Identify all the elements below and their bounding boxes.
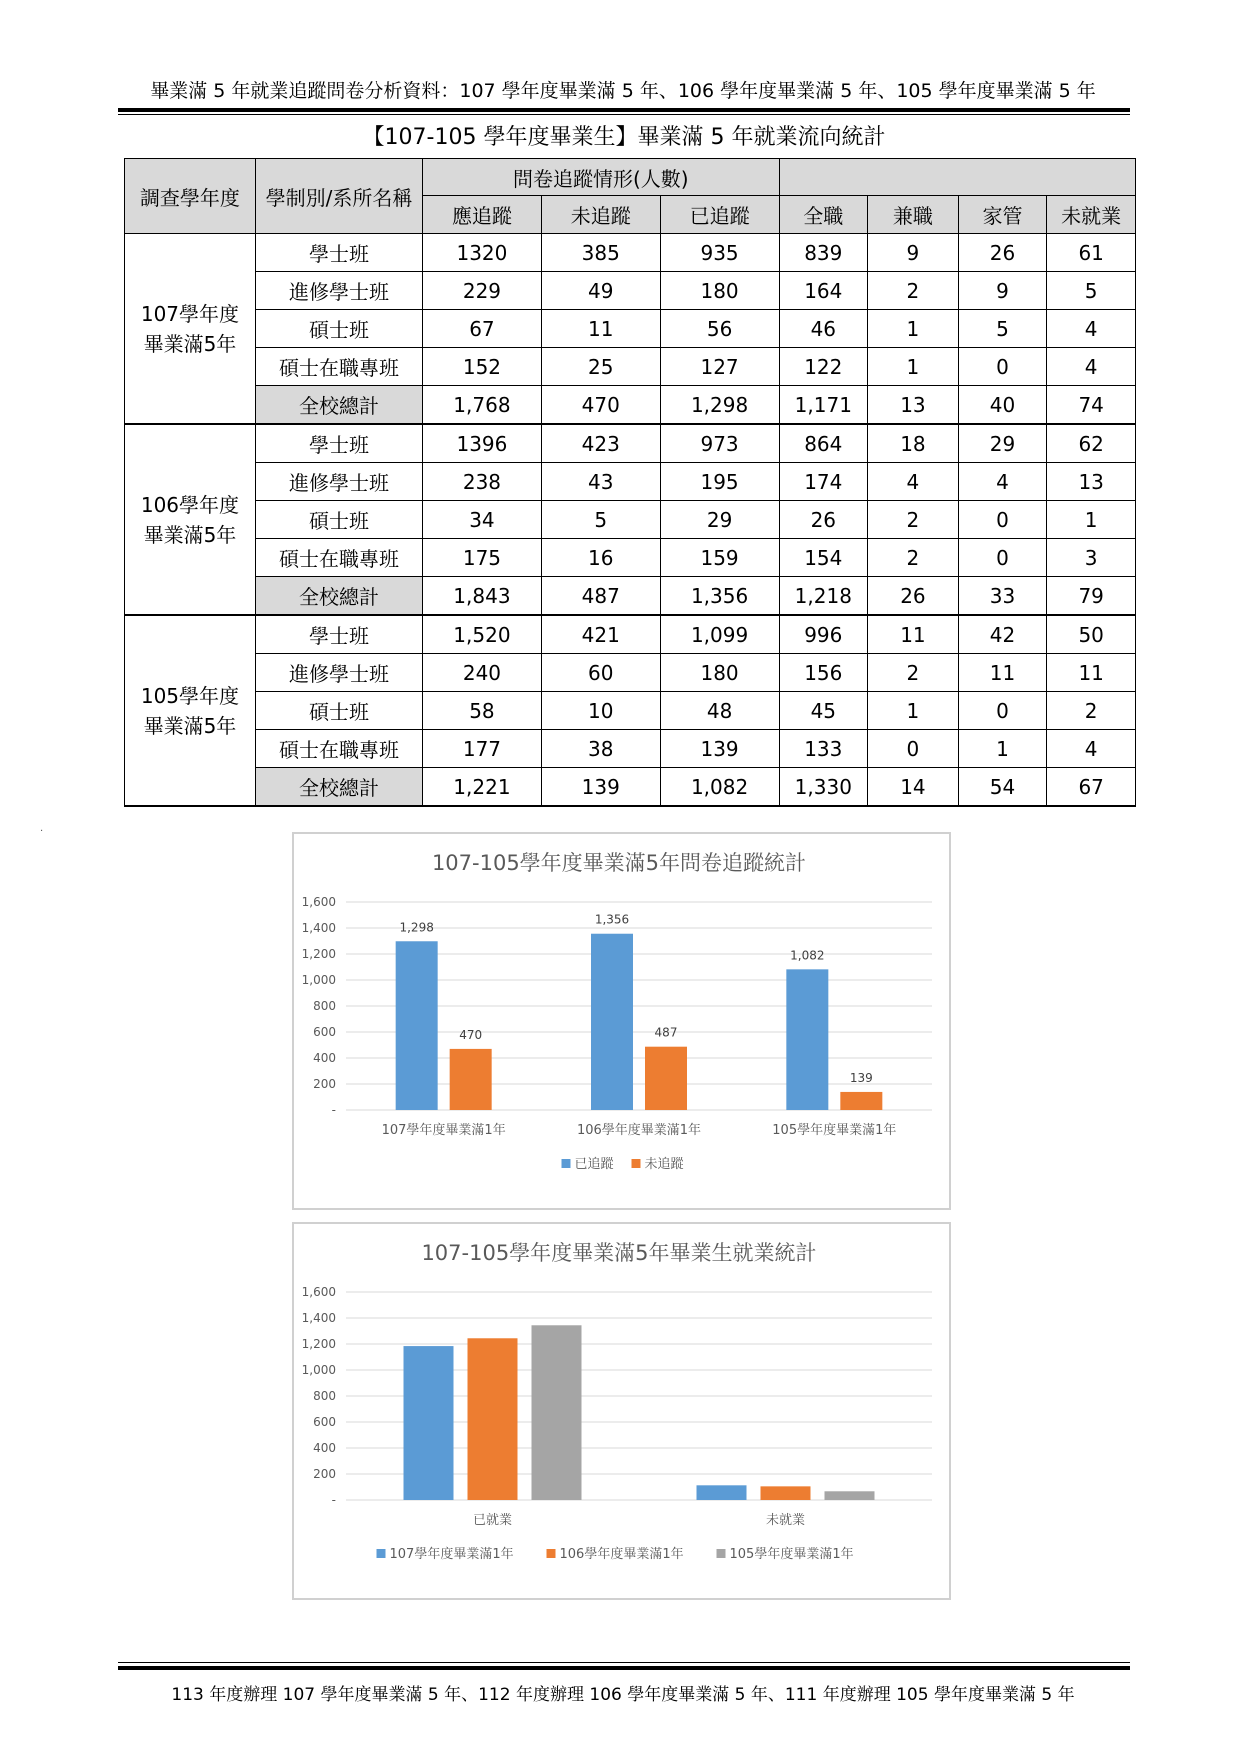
chart2-bar <box>697 1485 747 1500</box>
chart1-data-label: 487 <box>654 1025 678 1040</box>
value-cell: 175 <box>423 539 542 577</box>
value-cell: 79 <box>1047 577 1136 616</box>
value-cell: 50 <box>1047 615 1136 654</box>
dept-name-cell: 碩士在職專班 <box>255 348 422 386</box>
col-header: 未追蹤 <box>541 196 660 234</box>
dept-name-cell: 碩士班 <box>255 310 422 348</box>
value-cell: 0 <box>958 539 1047 577</box>
dept-name-cell: 碩士在職專班 <box>255 539 422 577</box>
value-cell: 54 <box>958 768 1047 807</box>
value-cell: 11 <box>958 654 1047 692</box>
value-cell: 29 <box>958 424 1047 463</box>
footer-rule-thin <box>118 1662 1130 1663</box>
chart1-title: 107-105學年度畢業滿5年問卷追蹤統計 <box>431 851 807 875</box>
chart2-bar <box>468 1338 518 1500</box>
value-cell: 839 <box>779 234 868 272</box>
employment-table <box>124 158 1136 807</box>
value-cell: 195 <box>660 463 779 501</box>
value-cell: 56 <box>660 310 779 348</box>
value-cell: 122 <box>779 348 868 386</box>
chart2-bar <box>532 1325 582 1500</box>
dept-name-cell: 全校總計 <box>255 768 422 807</box>
chart2-bar <box>404 1346 454 1500</box>
value-cell: 40 <box>958 386 1047 425</box>
chart2-ytick-label: 800 <box>313 1389 336 1403</box>
value-cell: 5 <box>541 501 660 539</box>
page-header: 畢業滿 5 年就業追蹤問卷分析資料：107 學年度畢業滿 5 年、106 學年度畢業滿 5 年、105 學年度畢業滿 5 年 <box>150 80 1096 102</box>
chart1-bar <box>786 969 828 1110</box>
table-row <box>125 501 1136 539</box>
chart2-ytick-label: 1,000 <box>301 1363 336 1377</box>
value-cell: 385 <box>541 234 660 272</box>
chart1-category-label: 105學年度畢業滿1年 <box>772 1123 897 1138</box>
value-cell: 26 <box>779 501 868 539</box>
value-cell: 4 <box>1047 730 1136 768</box>
value-cell: 174 <box>779 463 868 501</box>
col-header: 應追蹤 <box>423 196 542 234</box>
survey-year-cell: 105學年度 畢業滿5年 <box>125 615 256 806</box>
col-header: 兼職 <box>868 196 959 234</box>
value-cell: 180 <box>660 272 779 310</box>
chart1-ytick-label: 400 <box>313 1051 336 1065</box>
value-cell: 11 <box>1047 654 1136 692</box>
value-cell: 46 <box>779 310 868 348</box>
chart2-ytick-label: 1,200 <box>301 1337 336 1351</box>
dept-name-cell: 進修學士班 <box>255 654 422 692</box>
col-header: 家管 <box>958 196 1047 234</box>
value-cell: 18 <box>868 424 959 463</box>
value-cell: 9 <box>958 272 1047 310</box>
value-cell: 14 <box>868 768 959 807</box>
dept-name-cell: 碩士班 <box>255 501 422 539</box>
value-cell: 13 <box>868 386 959 425</box>
table-row <box>125 692 1136 730</box>
value-cell: 43 <box>541 463 660 501</box>
dept-name-cell: 全校總計 <box>255 577 422 616</box>
dept-name-cell: 碩士在職專班 <box>255 730 422 768</box>
chart1-data-label: 1,356 <box>594 912 630 927</box>
value-cell: 74 <box>1047 386 1136 425</box>
value-cell: 4 <box>868 463 959 501</box>
chart2-title: 107-105學年度畢業滿5年畢業生就業統計 <box>421 1241 817 1265</box>
chart1-legend-swatch <box>632 1159 641 1168</box>
value-cell: 1,356 <box>660 577 779 616</box>
value-cell: 1396 <box>423 424 542 463</box>
value-cell: 864 <box>779 424 868 463</box>
value-cell: 58 <box>423 692 542 730</box>
chart1-legend-label: 未追蹤 <box>644 1157 684 1172</box>
value-cell: 156 <box>779 654 868 692</box>
value-cell: 29 <box>660 501 779 539</box>
survey-year-cell: 107學年度 畢業滿5年 <box>125 234 256 425</box>
chart2-ytick-label: 400 <box>313 1441 336 1455</box>
chart2-ytick-label: - <box>331 1493 336 1507</box>
value-cell: 67 <box>1047 768 1136 807</box>
value-cell: 1,221 <box>423 768 542 807</box>
value-cell: 1,082 <box>660 768 779 807</box>
value-cell: 0 <box>958 348 1047 386</box>
value-cell: 159 <box>660 539 779 577</box>
table-row <box>125 615 1136 654</box>
value-cell: 180 <box>660 654 779 692</box>
dept-name-cell: 碩士班 <box>255 692 422 730</box>
chart1-bar <box>591 934 633 1110</box>
value-cell: 9 <box>868 234 959 272</box>
value-cell: 49 <box>541 272 660 310</box>
chart1-bar <box>645 1047 687 1110</box>
chart1-bar <box>450 1049 492 1110</box>
tracking-group-header: 問卷追蹤情形(人數) <box>423 159 779 196</box>
value-cell: 5 <box>1047 272 1136 310</box>
header-rule-thick <box>118 108 1130 112</box>
value-cell: 3 <box>1047 539 1136 577</box>
value-cell: 10 <box>541 692 660 730</box>
value-cell: 423 <box>541 424 660 463</box>
chart2-ytick-label: 1,600 <box>301 1285 336 1299</box>
value-cell: 1 <box>868 310 959 348</box>
value-cell: 1 <box>868 692 959 730</box>
value-cell: 935 <box>660 234 779 272</box>
table-row <box>125 539 1136 577</box>
dept-name-cell: 進修學士班 <box>255 272 422 310</box>
table-row <box>125 386 1136 425</box>
table-row <box>125 424 1136 463</box>
value-cell: 13 <box>1047 463 1136 501</box>
table-row <box>125 310 1136 348</box>
value-cell: 1320 <box>423 234 542 272</box>
chart1-ytick-label: 1,000 <box>301 973 336 987</box>
table-row <box>125 348 1136 386</box>
chart2-ytick-label: 200 <box>313 1467 336 1481</box>
value-cell: 2 <box>868 272 959 310</box>
chart1-ytick-label: 1,400 <box>301 921 336 935</box>
chart1-ytick-label: 600 <box>313 1025 336 1039</box>
value-cell: 177 <box>423 730 542 768</box>
value-cell: 48 <box>660 692 779 730</box>
value-cell: 38 <box>541 730 660 768</box>
survey-year-cell: 106學年度 畢業滿5年 <box>125 424 256 615</box>
value-cell: 1,218 <box>779 577 868 616</box>
value-cell: 11 <box>868 615 959 654</box>
value-cell: 1,330 <box>779 768 868 807</box>
value-cell: 139 <box>541 768 660 807</box>
chart2-ytick-label: 600 <box>313 1415 336 1429</box>
chart1-bar <box>396 941 438 1110</box>
employment-chart <box>292 1222 951 1600</box>
value-cell: 61 <box>1047 234 1136 272</box>
value-cell: 16 <box>541 539 660 577</box>
value-cell: 4 <box>1047 310 1136 348</box>
value-cell: 127 <box>660 348 779 386</box>
page-footer: 113 年度辦理 107 學年度畢業滿 5 年、112 年度辦理 106 學年度畢業滿 5 年、111 年度辦理 105 學年度畢業滿 5 年 <box>171 1685 1075 1705</box>
chart2-legend-label: 106學年度畢業滿1年 <box>559 1547 684 1562</box>
dept-name-cell: 全校總計 <box>255 386 422 425</box>
page-title: 【107-105 學年度畢業生】畢業滿 5 年就業流向統計 <box>362 125 886 150</box>
chart2-legend-label: 107學年度畢業滿1年 <box>389 1547 514 1562</box>
chart2-ytick-label: 1,400 <box>301 1311 336 1325</box>
value-cell: 470 <box>541 386 660 425</box>
chart1-ytick-label: 1,200 <box>301 947 336 961</box>
value-cell: 152 <box>423 348 542 386</box>
footer-rule-thick <box>118 1666 1130 1670</box>
col-year-header: 調查學年度 <box>125 159 256 234</box>
value-cell: 1,843 <box>423 577 542 616</box>
col-header: 全職 <box>779 196 868 234</box>
chart1-bar <box>840 1092 882 1110</box>
value-cell: 45 <box>779 692 868 730</box>
tracking-chart <box>292 832 951 1210</box>
table-row <box>125 272 1136 310</box>
chart2-legend-swatch <box>717 1549 726 1558</box>
value-cell: 238 <box>423 463 542 501</box>
value-cell: 0 <box>958 692 1047 730</box>
value-cell: 421 <box>541 615 660 654</box>
value-cell: 139 <box>660 730 779 768</box>
value-cell: 1 <box>868 348 959 386</box>
value-cell: 1 <box>958 730 1047 768</box>
value-cell: 1,768 <box>423 386 542 425</box>
chart1-legend-swatch <box>562 1159 571 1168</box>
chart1-ytick-label: - <box>331 1103 336 1117</box>
value-cell: 0 <box>868 730 959 768</box>
value-cell: 33 <box>958 577 1047 616</box>
chart2-legend-label: 105學年度畢業滿1年 <box>729 1547 854 1562</box>
value-cell: 2 <box>1047 692 1136 730</box>
chart1-data-label: 470 <box>459 1027 483 1042</box>
dept-name-cell: 學士班 <box>255 615 422 654</box>
value-cell: 2 <box>868 654 959 692</box>
col-header: 未就業 <box>1047 196 1136 234</box>
value-cell: 25 <box>541 348 660 386</box>
chart2-bar <box>761 1486 811 1500</box>
value-cell: 996 <box>779 615 868 654</box>
stray-mark: . <box>40 823 44 834</box>
value-cell: 240 <box>423 654 542 692</box>
chart2-category-label: 已就業 <box>472 1513 513 1528</box>
chart1-data-label: 139 <box>849 1070 873 1085</box>
value-cell: 26 <box>868 577 959 616</box>
value-cell: 34 <box>423 501 542 539</box>
chart1-svg <box>294 834 949 1208</box>
chart2-svg <box>294 1224 949 1598</box>
value-cell: 973 <box>660 424 779 463</box>
value-cell: 1,171 <box>779 386 868 425</box>
value-cell: 5 <box>958 310 1047 348</box>
value-cell: 1 <box>1047 501 1136 539</box>
chart1-ytick-label: 800 <box>313 999 336 1013</box>
chart2-legend-swatch <box>547 1549 556 1558</box>
table-row <box>125 654 1136 692</box>
chart1-category-label: 106學年度畢業滿1年 <box>576 1123 702 1138</box>
table-row <box>125 234 1136 272</box>
chart2-legend-swatch <box>377 1549 386 1558</box>
value-cell: 42 <box>958 615 1047 654</box>
chart2-bar <box>825 1491 875 1500</box>
chart1-ytick-label: 1,600 <box>301 895 336 909</box>
value-cell: 26 <box>958 234 1047 272</box>
dept-name-cell: 學士班 <box>255 234 422 272</box>
chart1-category-label: 107學年度畢業滿1年 <box>381 1123 506 1138</box>
value-cell: 2 <box>868 539 959 577</box>
value-cell: 1,520 <box>423 615 542 654</box>
table-row <box>125 577 1136 616</box>
value-cell: 11 <box>541 310 660 348</box>
dept-name-cell: 學士班 <box>255 424 422 463</box>
value-cell: 133 <box>779 730 868 768</box>
dept-name-cell: 進修學士班 <box>255 463 422 501</box>
value-cell: 1,298 <box>660 386 779 425</box>
value-cell: 4 <box>958 463 1047 501</box>
value-cell: 60 <box>541 654 660 692</box>
value-cell: 0 <box>958 501 1047 539</box>
employment-group-header <box>779 159 1136 196</box>
chart1-data-label: 1,298 <box>399 920 434 935</box>
value-cell: 1,099 <box>660 615 779 654</box>
value-cell: 67 <box>423 310 542 348</box>
table-row <box>125 463 1136 501</box>
value-cell: 154 <box>779 539 868 577</box>
table-row <box>125 730 1136 768</box>
col-dept-header: 學制別/系所名稱 <box>255 159 422 234</box>
header-rule-thin <box>118 114 1130 115</box>
value-cell: 487 <box>541 577 660 616</box>
chart1-legend-label: 已追蹤 <box>574 1157 614 1172</box>
value-cell: 229 <box>423 272 542 310</box>
value-cell: 2 <box>868 501 959 539</box>
chart2-category-label: 未就業 <box>765 1513 806 1528</box>
value-cell: 164 <box>779 272 868 310</box>
value-cell: 62 <box>1047 424 1136 463</box>
col-header: 已追蹤 <box>660 196 779 234</box>
value-cell: 4 <box>1047 348 1136 386</box>
chart1-data-label: 1,082 <box>790 948 825 963</box>
chart1-ytick-label: 200 <box>313 1077 336 1091</box>
table-row <box>125 768 1136 807</box>
